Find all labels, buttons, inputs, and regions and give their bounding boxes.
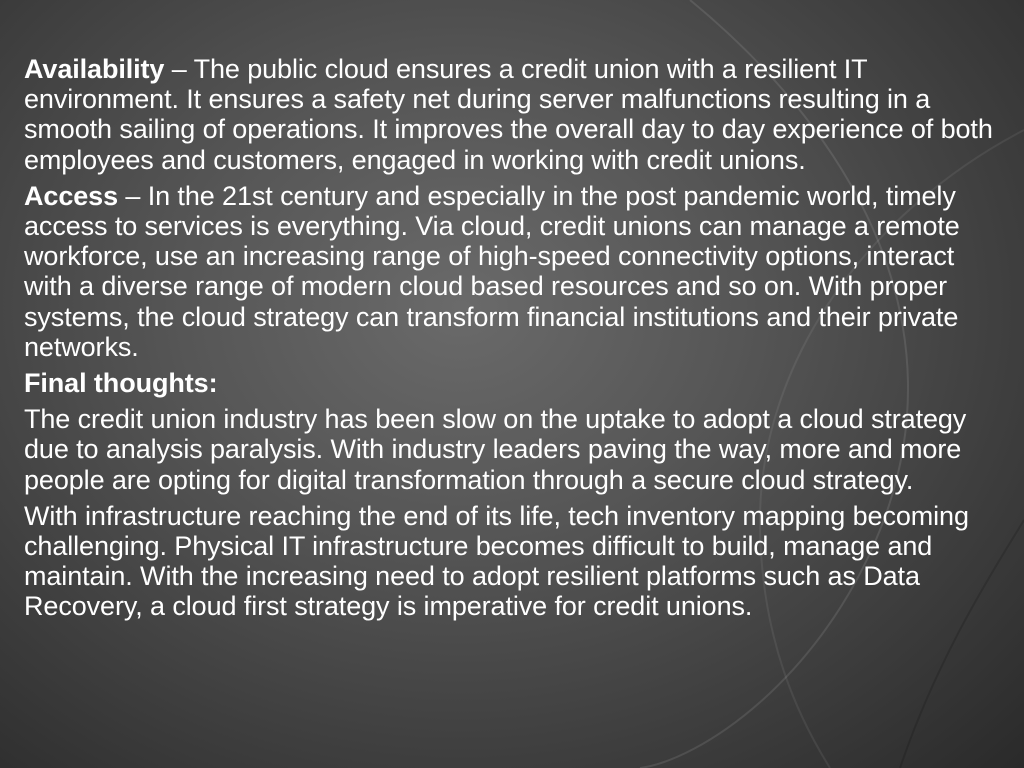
final-paragraph-1: The credit union industry has been slow on the uptake to adopt a cloud strategy due to analysis paralysis. With industry leaders paving the way, more and more people are opting for digital transformation through a secure cloud strategy. [24, 404, 967, 495]
access-term: Access [24, 180, 118, 211]
availability-text: – The public cloud ensures a credit union with a resilient IT environment. It ensures a safety net during server malfunctions resulting in a smooth sailing of operations. It improves the overall day to day experience of both employees and customers, engaged in working with credit unions. [24, 54, 993, 175]
slide-body [24, 54, 1004, 628]
final-thoughts-heading: Final thoughts: [24, 368, 218, 399]
access-paragraph [24, 181, 1004, 362]
availability-paragraph [24, 54, 1004, 175]
access-text: – In the 21st century and especially in the post pandemic world, timely access to services is everything. Via cloud, credit unions can manage a remote workforce, use an increasing range of high-speed connectivity options, interact with a diverse range of modern cloud based resources and so on. With proper systems, the cloud strategy can transform financial institutions and their private networks. [24, 180, 960, 362]
final-paragraph-2: With infrastructure reaching the end of its life, tech inventory mapping becoming challenging. Physical IT infrastructure becomes difficult to build, manage and maintain. With the increasing need to adopt resilient platforms such as Data Recovery, a cloud first strategy is imperative for credit unions. [24, 500, 969, 622]
availability-term: Availability [24, 54, 165, 84]
